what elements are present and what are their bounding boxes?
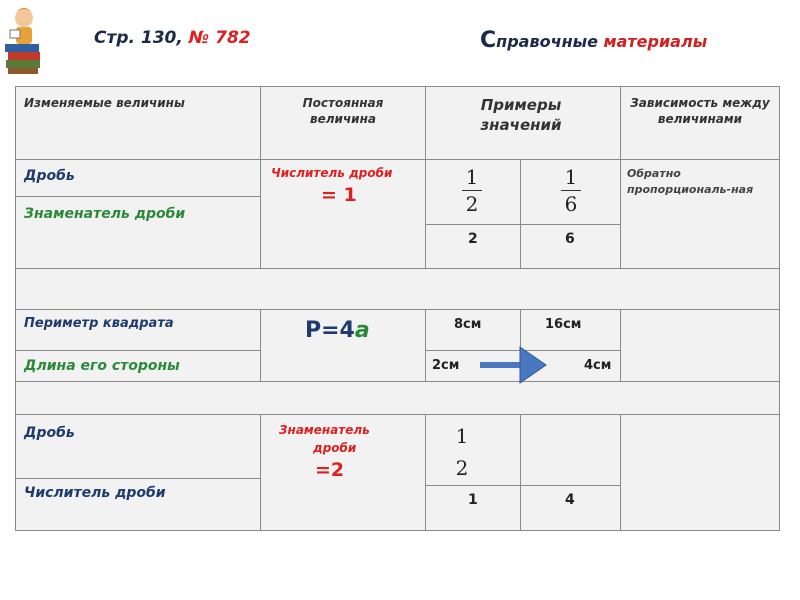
cell-b3-val2: 4 xyxy=(520,485,621,531)
cell-b3-val1: 1 xyxy=(425,485,521,531)
books-reader-logo xyxy=(2,2,50,78)
cell-b1-val2: 6 xyxy=(520,224,621,269)
cell-b1-constant: Числитель дроби = 1 xyxy=(260,159,426,269)
spacer-row-2 xyxy=(15,381,780,415)
cell-b1-val1: 2 xyxy=(425,224,521,269)
cell-b2-val1: 8см xyxy=(425,309,521,351)
cell-b2-formula xyxy=(260,309,426,382)
head-cell-changing: Изменяемые величины xyxy=(15,86,261,160)
cell-b1-frac1 xyxy=(425,159,521,225)
fraction-one-sixth: 1 6 xyxy=(561,166,581,215)
head-cell-dependency: Зависимость между величинами xyxy=(620,86,780,160)
perimeter-formula: P=4a xyxy=(305,318,370,343)
cell-b1-dependency: Обратно пропорциональ-ная xyxy=(620,159,780,269)
head-cell-examples: Примеры значений xyxy=(425,86,621,160)
fraction-one-half-b3: 1 2 xyxy=(455,424,469,480)
cell-b3-var1: Дробь xyxy=(15,414,261,479)
cell-b2-sides: 2см 4см xyxy=(425,350,621,382)
cell-b3-frac xyxy=(425,414,521,486)
cell-b2-var1: Периметр квадрата xyxy=(15,309,261,351)
cell-b3-constant: Знаменатель дроби =2 xyxy=(260,414,426,531)
exercise-number: № 782 xyxy=(188,28,251,48)
reference-materials-title: Справочные материалы xyxy=(480,28,708,53)
page-reference: Стр. 130, № 782 xyxy=(94,28,251,48)
cell-b2-var2: Длина его стороны xyxy=(15,350,261,382)
spacer-row-1 xyxy=(15,268,780,310)
cell-b1-frac2 xyxy=(520,159,621,225)
cell-b2-val2: 16см xyxy=(520,309,621,351)
fraction-one-half: 1 2 xyxy=(462,166,482,215)
head-cell-constant: Постоянная величина xyxy=(260,86,426,160)
cell-b2-dependency xyxy=(620,309,780,382)
arrow-right-icon xyxy=(478,345,548,385)
cell-b3-empty xyxy=(520,414,621,486)
cell-b3-dependency xyxy=(620,414,780,531)
cell-b1-var2: Знаменатель дроби xyxy=(15,196,261,269)
cell-b3-var2: Числитель дроби xyxy=(15,478,261,531)
cell-b1-var1: Дробь xyxy=(15,159,261,197)
